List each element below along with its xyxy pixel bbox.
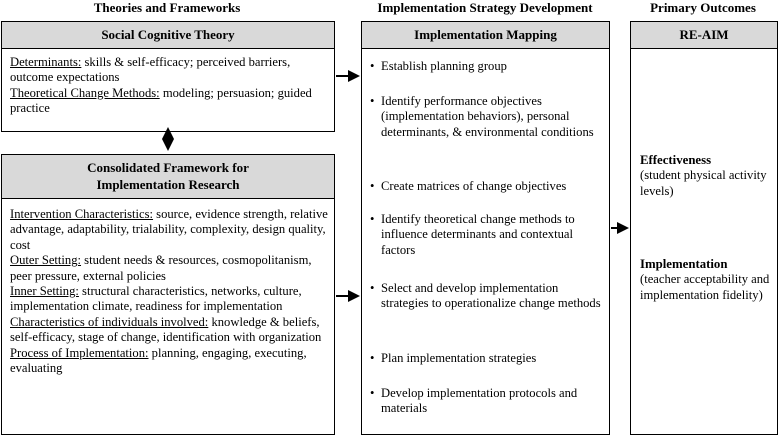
mapping-title: Implementation Mapping (362, 22, 609, 49)
sct-determinants-text: skills & self-efficacy; perceived barriers, outcome expectations (10, 55, 291, 85)
outcome-name: Implementation (640, 257, 728, 271)
primary-outcomes-heading: Primary Outcomes (650, 0, 756, 15)
sct-change-methods-label: Theoretical Change Methods: (10, 85, 160, 100)
cfir-title-line1: Consolidated Framework for (87, 160, 249, 175)
sct-title: Social Cognitive Theory (2, 22, 334, 49)
mapping-step: • Select and develop implementation strategies to operationalize change methods (370, 281, 603, 312)
cfir-item-label: Inner Setting: (10, 284, 79, 299)
re-aim-title: RE-AIM (631, 22, 777, 49)
cfir-item-text: source, evidence strength, relative advantage, adaptability, trialability, complexity, design quality, cost (10, 207, 328, 252)
sct-change-methods-text: modeling; persuasion; guided practice (10, 85, 312, 116)
mapping-step: • Develop implementation protocols and materials (370, 386, 603, 417)
outcome-name: Effectiveness (640, 153, 712, 167)
mapping-step: • Identify performance objectives (implementation behaviors), personal determinants, & environmental conditions (370, 94, 603, 140)
mapping-step: • Plan implementation strategies (370, 351, 603, 366)
outcome-description: (student physical activity levels) (640, 168, 767, 198)
mapping-step: • Identify theoretical change methods to influence determinants and contextual factors (370, 212, 603, 258)
cfir-item-label: Outer Setting: (10, 253, 82, 268)
cfir-item-text: student needs & resources, cosmopolitanism, peer pressure, external policies (10, 253, 312, 283)
theories-frameworks-heading: Theories and Frameworks (93, 0, 241, 15)
cfir-item-label: Intervention Characteristics: (10, 207, 154, 221)
cfir-item-text: planning, engaging, executing, evaluating (10, 345, 307, 376)
mapping-step: • Create matrices of change objectives (370, 179, 603, 194)
cfir-item-label: Characteristics of individuals involved: (10, 314, 209, 329)
strategy-development-heading: Implementation Strategy Development (377, 0, 593, 15)
sct-determinants-label: Determinants: (10, 55, 82, 69)
cfir-item-text: knowledge & beliefs, self-efficacy, stage of change, identification with organization (10, 314, 322, 345)
outcome-description: (teacher acceptability and implementation fidelity) (640, 272, 770, 302)
cfir-item-text: structural characteristics, networks, culture, implementation climate, readiness for implementation (10, 284, 302, 314)
cfir-title-line2: Implementation Research (96, 177, 240, 192)
cfir-item-label: Process of Implementation: (10, 345, 149, 360)
mapping-step: • Establish planning group (370, 59, 603, 74)
